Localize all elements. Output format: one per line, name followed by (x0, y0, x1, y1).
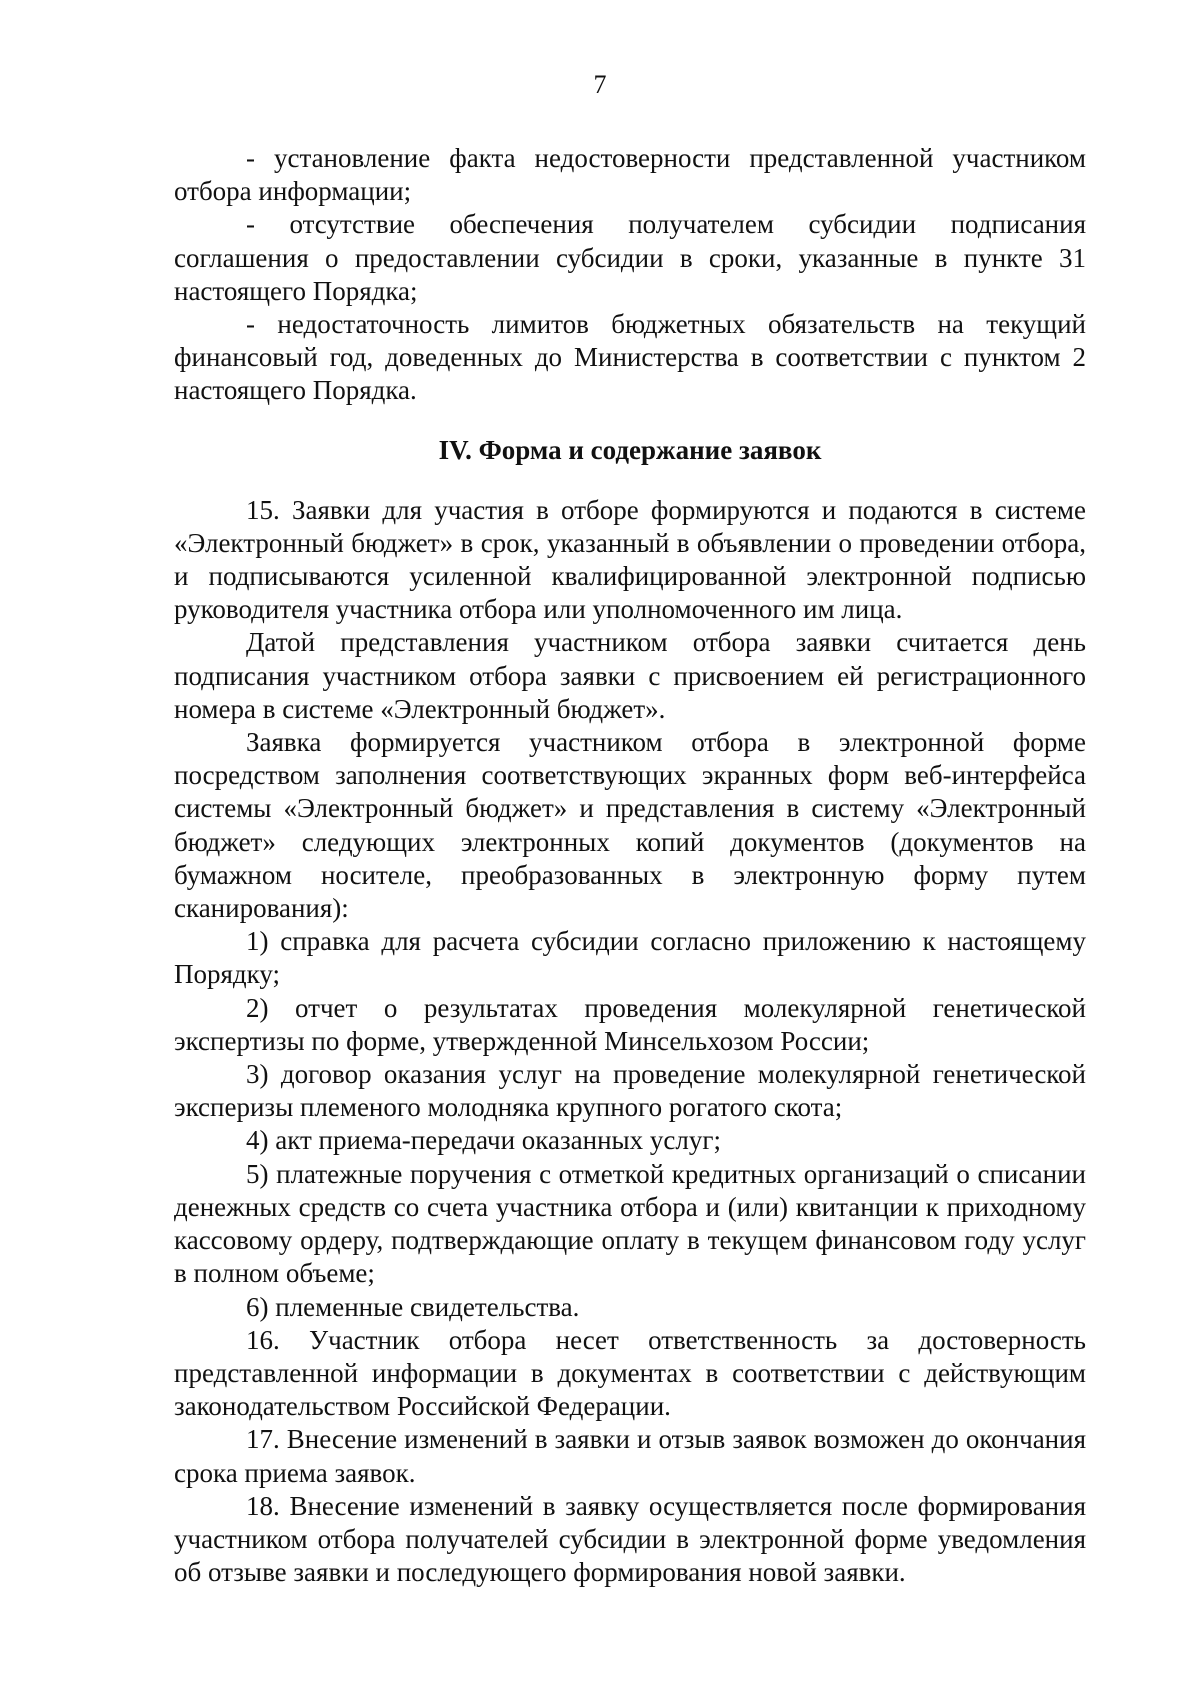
paragraph-15: 15. Заявки для участия в отборе формируются и подаются в системе «Электронный бюджет» в срок, указанный в объявлении о проведении отбора, и подписываются усиленной квалифицированной электронной подписью руководителя участника отбора или уполномоченного им лица. (174, 494, 1086, 625)
list-item-1: 1) справка для расчета субсидии согласно приложению к настоящему Порядку; (174, 926, 1086, 990)
list-item-4: 4) акт приема-передачи оказанных услуг; (246, 1125, 721, 1156)
paragraph-16: 16. Участник отбора несет ответственность за достоверность представленной информации в документах в соответствии с действующим законодательством Российской Федерации. (174, 1324, 1086, 1422)
paragraph-falsity-of-info: - установление факта недостоверности представленной участником отбора информации; (174, 143, 1086, 207)
paragraph-submission-date: Датой представления участником отбора заявки считается день подписания участником отбора заявки с присвоением ей регистрационного номера в системе «Электронный бюджет». (174, 627, 1086, 724)
list-item-5: 5) платежные поручения с отметкой кредитных организаций о списании денежных средств со счета участника отбора и (или) квитанции к приходному кассовому ордеру, подтверждающие оплату в текущем финансовом году услуг в полном объеме; (174, 1158, 1086, 1289)
paragraph-18: 18. Внесение изменений в заявку осуществляется после формирования участником отбора получателей субсидии в электронной форме уведомления об отзыве заявки и последующего формирования новой заявки. (174, 1490, 1086, 1588)
paragraph-17: 17. Внесение изменений в заявки и отзыв заявок возможен до окончания срока приема заявок. (174, 1424, 1086, 1488)
section-heading: IV. Форма и содержание заявок (438, 434, 822, 465)
document-body (174, 142, 1086, 1589)
paragraph-agreement-not-signed: - отсутствие обеспечения получателем субсидии подписания соглашения о предоставлении субсидии в сроки, указанные в пункте 31 настоящего Порядка; (174, 209, 1086, 306)
list-item-2: 2) отчет о результатах проведения молекулярной генетической экспертизы по форме, утвержденной Минсельхозом России; (174, 992, 1086, 1056)
page-number: 7 (593, 70, 607, 99)
paragraph-insufficient-limits: - недостаточность лимитов бюджетных обязательств на текущий финансовый год, доведенных до Министерства в соответствии с пунктом 2 настоящего Порядка. (174, 309, 1086, 406)
list-item-6: 6) племенные свидетельства. (246, 1291, 580, 1322)
paragraph-application-form: Заявка формируется участником отбора в электронной форме посредством заполнения соответствующих экранных форм веб-интерфейса системы «Электронный бюджет» и представления в систему «Электронный бюджет» следующих электронных копий документов (документов на бумажном носителе, преобразованных в электронную форму путем сканирования): (174, 727, 1086, 924)
list-item-3: 3) договор оказания услуг на проведение молекулярной генетической эксперизы племеного молодняка крупного рогатого скота; (174, 1059, 1086, 1123)
